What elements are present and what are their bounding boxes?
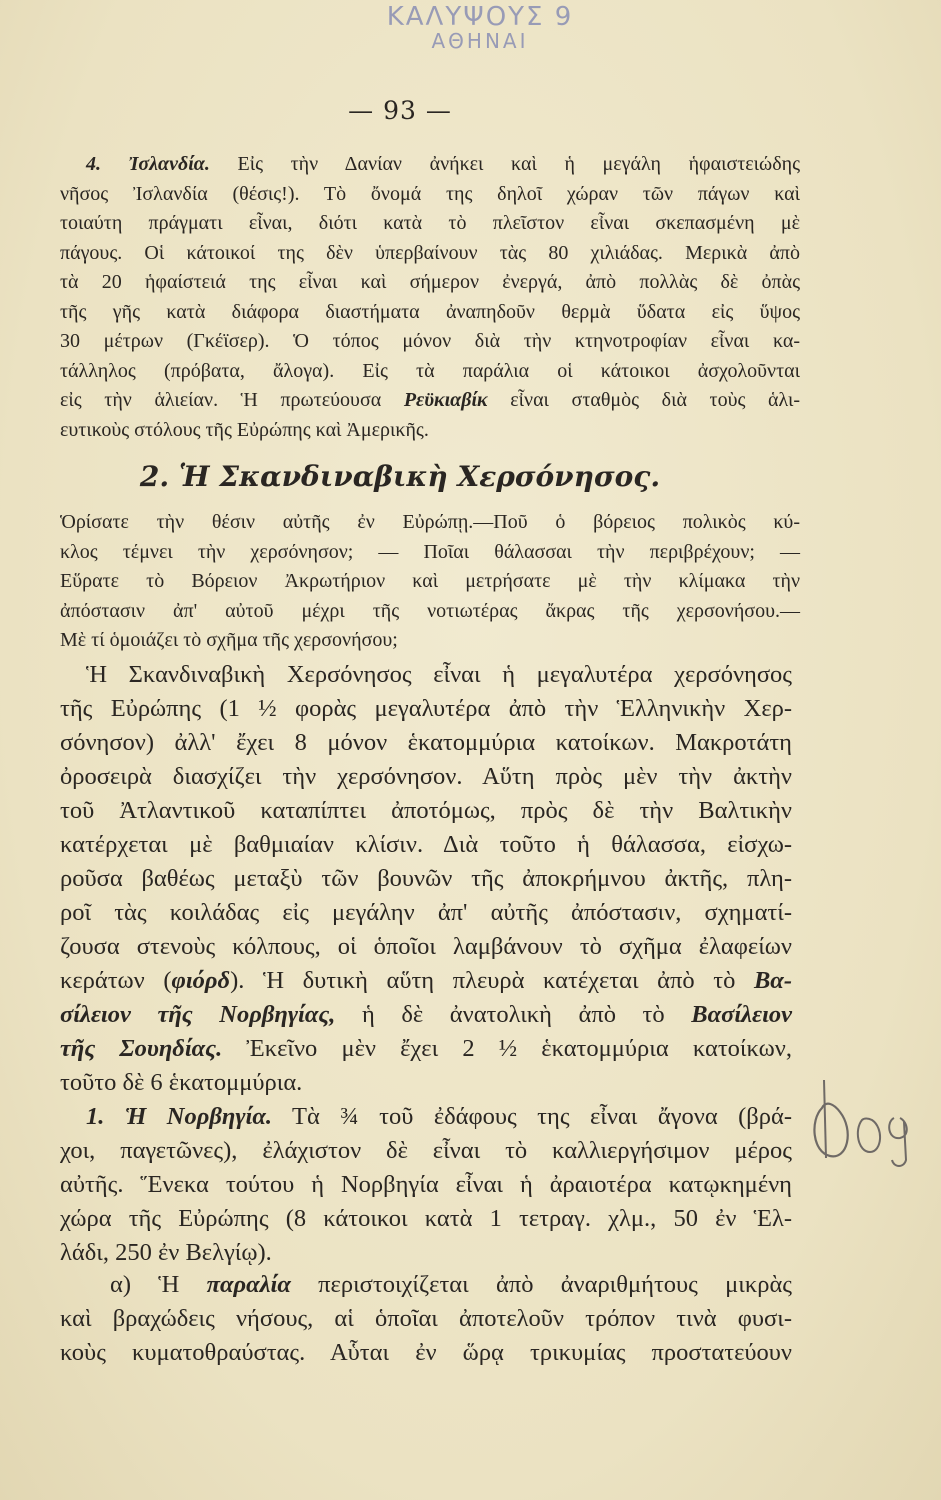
text-line: χώρα τῆς Εὐρώπης (8 κάτοικοι κατὰ 1 τετραγ. χλμ., 50 ἐν Ἑλ- <box>60 1205 792 1232</box>
text-line: τὰ 20 ἡφαίστειά της εἶναι καὶ σήμερον ἐνεργά, ἀπὸ πολλὰς δὲ ὀπὰς <box>60 271 800 293</box>
text-line: κλος τέμνει τὴν χερσόνησον; — Ποῖαι θάλασσαι τὴν περιβρέχουν; — <box>60 540 800 563</box>
stamp-line-1: ΚΑΛΥΨΟΥΣ 9 <box>386 2 574 32</box>
text-line: σίλειον τῆς Νορβηγίας, ἡ δὲ ἀνατολικὴ ἀπὸ τὸ Βασίλειον <box>60 1001 792 1028</box>
text-line: χοι, παγετῶνες), ἐλάχιστον δὲ εἶναι τὸ καλλιεργήσιμον μέρος <box>60 1137 792 1164</box>
text-line: ὀροσειρὰ διασχίζει τὴν χερσόνησον. Αὕτη πρὸς μὲν τὴν ἀκτὴν <box>60 763 792 790</box>
iceland-paragraph <box>60 150 800 445</box>
text-line: καὶ βραχώδεις νήσους, αἱ ὁποῖαι ἀποτελοῦν τρόπον τινὰ φυσι- <box>60 1305 792 1332</box>
text-line: ἀπόστασιν ἀπ' αὐτοῦ μέχρι τῆς νοτιωτέρας ἄκρας τῆς χερσονήσου.— <box>60 599 800 622</box>
text-line: κατέρχεται μὲ βαθμιαίαν κλίσιν. Διὰ τοῦτο ἡ θάλασσα, εἰσχω- <box>60 831 792 858</box>
questions-paragraph <box>60 508 800 656</box>
text-line: ζουσα στενοὺς κόλπους, οἱ ὁποῖοι λαμβάνουν τὸ σχῆμα ἐλαφείων <box>60 933 792 960</box>
section-heading: 2. Ἡ Σκανδιναβικὴ Χερσόνησος. <box>139 460 661 493</box>
text-line: τῆς Σουηδίας. Ἐκεῖνο μὲν ἔχει 2 ½ ἑκατομμύρια κατοίκων, <box>60 1035 792 1062</box>
text-line: νῆσος Ἰσλανδία (θέσις!). Τὸ ὄνομά της δηλοῖ χώραν τῶν πάγων καὶ <box>60 182 800 205</box>
norway-paragraph <box>60 1100 792 1270</box>
text-line: Ὁρίσατε τὴν θέσιν αὐτῆς ἐν Εὐρώπῃ.—Ποῦ ὁ βόρειος πολικὸς κύ- <box>60 511 800 533</box>
text-line: κοὺς κυματοθραύστας. Αὗται ἐν ὥρᾳ τρικυμίας προστατεύουν <box>60 1339 792 1366</box>
text-line: 1. Ἡ Νορβηγία. Τὰ ¾ τοῦ ἐδάφους της εἶναι ἄγονα (βρά- <box>86 1103 792 1130</box>
handwritten-margin-note <box>800 1060 930 1170</box>
text-line: λάδι, 250 ἐν Βελγίῳ). <box>60 1239 272 1266</box>
text-line: ροῖ τὰς κοιλάδας εἰς μεγάλην ἀπ' αὐτῆς ἀπόστασιν, σχηματί- <box>60 899 792 926</box>
text-line: τοῦ Ἀτλαντικοῦ καταπίπτει ἀποτόμως, πρὸς δὲ τὴν Βαλτικὴν <box>60 797 792 824</box>
text-line: τῆς γῆς κατὰ διάφορα διαστήματα ἀναπηδοῦν θερμὰ ὕδατα εἰς ὕψος <box>60 300 800 323</box>
text-line: κεράτων (φιόρδ). Ἡ δυτικὴ αὕτη πλευρὰ κατέχεται ἀπὸ τὸ Βα- <box>60 967 792 994</box>
text-line: 4. Ἰσλανδία. Εἰς τὴν Δανίαν ἀνήκει καὶ ἡ μεγάλη ἡφαιστειώδης <box>86 153 801 175</box>
text-line: ροῦσα βαθέως μεταξὺ τῶν βουνῶν τῆς ἀποκρήμνου ἀκτῆς, πλη- <box>60 865 792 892</box>
main-paragraph <box>60 658 792 1100</box>
text-line: Ἡ Σκανδιναβικὴ Χερσόνησος εἶναι ἡ μεγαλυτέρα χερσόνησος <box>86 661 792 688</box>
text-line: αὐτῆς. Ἕνεκα τούτου ἡ Νορβηγία εἶναι ἡ ἀραιοτέρα κατῳκημένη <box>60 1171 792 1198</box>
text-line: τάλληλος (πρόβατα, ἄλογα). Εἰς τὰ παράλια οἱ κάτοικοι ἀσχολοῦνται <box>60 359 800 382</box>
stamp-line-2: ΑΘΗΝΑΙ <box>431 29 529 54</box>
coast-paragraph <box>60 1268 792 1370</box>
page-number: — 93 — <box>348 96 452 125</box>
text-line: Μὲ τί ὁμοιάζει τὸ σχῆμα τῆς χερσονήσου; <box>60 629 398 651</box>
text-line: 30 μέτρων (Γκέϊσερ). Ὁ τόπος μόνον διὰ τὴν κτηνοτροφίαν εἶναι κα- <box>60 330 800 352</box>
text-line: ευτικοὺς στόλους τῆς Εὐρώπης καὶ Ἀμερικῆς. <box>60 418 429 441</box>
text-line: α) Ἡ παραλία περιστοιχίζεται ἀπὸ ἀναριθμήτους μικρὰς <box>110 1271 792 1298</box>
text-line: σόνησον) ἀλλ' ἔχει 8 μόνον ἑκατομμύρια κατοίκων. Μακροτάτη <box>60 729 792 756</box>
text-line: Εὕρατε τὸ Βόρειον Ἀκρωτήριον καὶ μετρήσατε μὲ τὴν κλίμακα τὴν <box>60 570 800 592</box>
text-line: πάγους. Οἱ κάτοικοί της δὲν ὑπερβαίνουν τὰς 80 χιλιάδας. Μερικὰ ἀπὸ <box>60 241 800 264</box>
text-line: τοιαύτη πράγματι εἶναι, διότι κατὰ τὸ πλεῖστον εἶναι σκεπασμένη μὲ <box>60 212 800 234</box>
library-stamp <box>360 4 600 52</box>
text-line: εἰς τὴν ἁλιείαν. Ἡ πρωτεύουσα Ρεϋκιαβίκ εἶναι σταθμὸς διὰ τοὺς ἁλι- <box>60 389 800 411</box>
text-line: τῆς Εὐρώπης (1 ½ φορὰς μεγαλυτέρα ἀπὸ τὴν Ἑλληνικὴν Χερ- <box>60 695 792 722</box>
text-line: τοῦτο δὲ 6 ἑκατομμύρια. <box>60 1069 303 1096</box>
